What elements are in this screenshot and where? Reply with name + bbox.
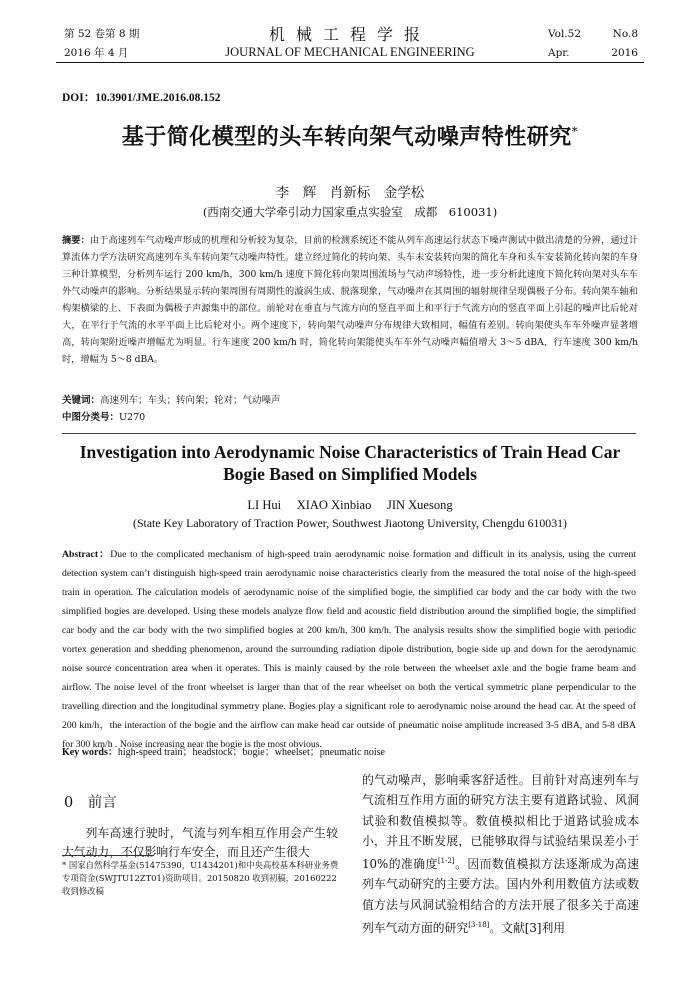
section-divider [62, 433, 636, 434]
body-text-left: 列车高速行驶时，气流与列车相互作用会产生较大气动力，不仅影响行车安全，而且还产生很大 [62, 826, 338, 859]
keywords-cn-text: 高速列车；车头；转向架；轮对；气动噪声 [100, 395, 281, 406]
section-title: 前言 [87, 795, 117, 811]
footnote-mark: * [62, 860, 67, 870]
section-number: 0 [64, 795, 74, 811]
classification-cn-text: U270 [119, 412, 146, 423]
citation-1-2: [1-2] [437, 857, 455, 866]
affiliation-cn: (西南交通大学牵引动力国家重点实验室 成都 610031) [202, 205, 498, 219]
header-rule [56, 62, 644, 63]
paper-title-en: Investigation into Aerodynamic Noise Characteristics of Train Head Car Bogie Based on Simplified Models [79, 442, 621, 484]
citation-3-18: [3-18] [468, 921, 490, 929]
abstract-cn [62, 232, 638, 368]
authors-en: LI Hui XIAO Xinbiao JIN Xuesong [247, 498, 453, 512]
paper-title-cn [40, 120, 660, 151]
title-footnote-mark: * [571, 124, 579, 139]
paper-title-cn-text: 基于简化模型的头车转向架气动噪声特性研究 [121, 124, 572, 150]
body-right-part2: 。因而数值模拟方法逐渐成为高速列车气动研究的主要方法。国内外利用数值方法或数值方法与风洞试验相结合的方法开展了很多关于高速列车气动方面的研究 [362, 857, 639, 935]
volume-en: Vol.52 [548, 28, 581, 40]
classification-cn [62, 409, 145, 423]
body-right-part1: 的气动噪声，影响乘客舒适性。目前针对高速列车与气流相互作用方面的研究方法主要有道路试验、风洞试验和数值模拟等。数值模拟相比于道路试验成本小，并且不断发展，已能够取得与试验结果误差小于 10%的准确度 [362, 773, 639, 872]
footnote-rule [62, 855, 154, 856]
month-en: Apr. [548, 47, 570, 59]
authors-cn: 李 辉 肖新标 金学松 [275, 185, 425, 201]
keywords-cn-label: 关键词： [62, 395, 101, 406]
year-en: 2016 [611, 47, 638, 59]
abstract-cn-text: 由于高速列车气动噪声形成的机理和分析较为复杂，目前的检测系统还不能从列车高速运行状态下噪声测试中做出清楚的分辨，通过计算流体力学方法研究高速列车头车转向架气动噪声特性。建立经过简化的转向架、头车未安装转向架的简化车身和头车安装简化转向架的车身三种计算模型，分析列车运行 200 km/h，300 km/h 速度下简化转向架周围流场与气动声场特性，进一步分析此速度下简化转向架对头车车外气动噪声的影响。分析结果显示转向架周围有周期性的漩涡生成、脱落现象，气动噪声在其周围的辐射规律呈现偶极子分布。转向架车轴和构架横梁的上、下表面为偶极子声源集中的部位。前轮对在垂直与气流方向的竖直平面上和平行于气流方向的竖直平面上引起的噪声比后轮对大，在平行于气流的水平平面上比后轮对小。两个速度下，转向架气动噪声分布规律大致相同，幅值有差别。转向架使头车车外噪声显著增高，转向架附近噪声增幅尤为明显。行车速度 200 km/h 时，简化转向架能使头车车外气动噪声幅值增大 3～5 dBA，行车速度 300 km/h 时，增幅为 5～8 dBA。 [62, 235, 639, 365]
affiliation-en: (State Key Laboratory of Traction Power, Southwest Jiaotong University, Chengdu 610031) [133, 516, 567, 530]
abstract-cn-label: 摘要： [62, 235, 90, 246]
keywords-cn [62, 392, 281, 406]
abstract-en [62, 545, 636, 754]
journal-name [200, 22, 500, 60]
section-heading [64, 791, 117, 812]
journal-name-cn: 机械工程学报 [268, 25, 431, 44]
abstract-en-text: Due to the complicated mechanism of high-speed train aerodynamic noise formation and difficult in its analysis, using the current detection system can’t distinguish high-speed train aerodynamic noise characteristics clearly from the measured the total noise of the high-speed train in operation. The calculation models of aerodynamic noise of the simplified bogie, the simplified car body and the car body with the two simplified bogies are developed. Using these models analyze flow field and acoustic field distribution around the simplified bogie, the simplified car body and the car body with the two simplified bogies at 200 km/h, 300 km/h. The analysis results show the simplified bogie with periodic vortex generation and shedding phenomenon, around the surrounding radiation dipole distribution, bogie side up and down for the aerodynamic noise source concentration area when it operates. This is mainly caused by the role between the wheelset axle and the bogie frame beam and airflow. The noise level of the front wheelset is larger than that of the rear wheelset on both the vertical symmetric plane perpendicular to the travelling direction and the longitudinal symmetry plane. Bogies play a significant role to aerodynamic noise around the head car. At the speed of 200 km/h，the interaction of the bogie and the airflow can make head car outside of pneumatic noise amplitude increased 3-5 dBA, and 5-8 dBA for 300 km/h . Noise increasing near the bogie is the most obvious. [62, 549, 636, 750]
journal-issue-info [64, 27, 204, 65]
journal-name-en: JOURNAL OF MECHANICAL ENGINEERING [225, 45, 475, 59]
keywords-en-label: Key words： [62, 747, 118, 758]
classification-cn-label: 中图分类号： [62, 412, 120, 423]
keywords-en-text: high-speed train；headstock；bogie；wheelset；pneumatic noise [117, 747, 385, 758]
keywords-en [62, 743, 385, 758]
body-right-part3: 。文献[3]利用 [489, 920, 566, 935]
volume-issue-cn: 第 52 卷第 8 期 [64, 28, 140, 40]
date-cn: 2016 年 4 月 [64, 47, 129, 59]
doi: DOI：10.3901/JME.2016.08.152 [62, 92, 221, 104]
number-en: No.8 [612, 28, 638, 40]
abstract-en-label: Abstract： [62, 549, 111, 560]
body-text-right [362, 770, 639, 938]
funding-footnote [62, 859, 340, 898]
journal-issue-info-en [548, 27, 638, 65]
footnote-text: 国家自然科学基金(51475390，U1434201)和中央高校基本科研业务费专项资金(SWJTU12ZT01)资助项目。20150820 收到初稿，20160222 收到修改稿 [62, 860, 339, 896]
